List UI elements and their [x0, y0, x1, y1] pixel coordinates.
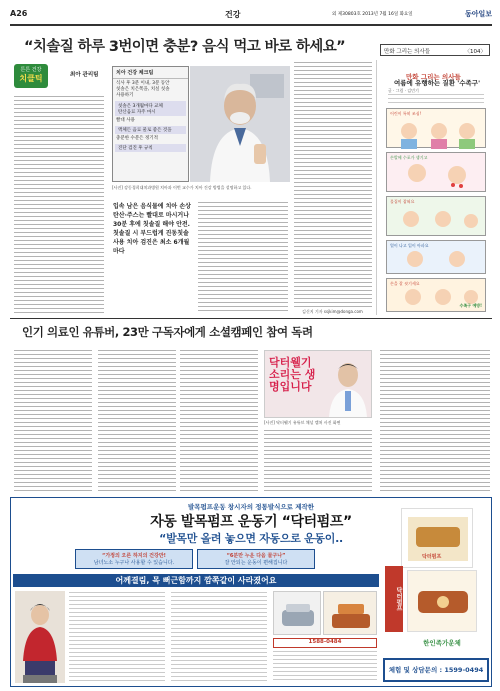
- cartoon-panel-text: 손발에 수포가 생기고: [390, 155, 428, 160]
- ad-box-2-sub: 잘 안되는 운동이 편해집니다: [224, 560, 288, 566]
- page-header: [10, 6, 492, 22]
- ad-side-panel: [383, 508, 489, 686]
- issue-info: 외 제30803호 2013년 7월 16일 화요일: [332, 12, 413, 17]
- article1-body-col2: [198, 202, 288, 314]
- device-icon: [324, 592, 378, 636]
- ad-phone-small-box: [273, 638, 377, 648]
- checklist-item: 칫솔은 치은쪽을, 치실 칫솔: [116, 87, 170, 92]
- cartoon-panel-text: 열이 나고 입이 아파요: [390, 243, 429, 248]
- ad-body-text-1: [69, 592, 165, 682]
- ad-cta-label: 체험 및 상담문의 : 1599-0494: [388, 666, 484, 674]
- ad-product-image-1: [273, 591, 321, 635]
- ad-banner: 어께결림, 목 뻐근함까지 깜쪽같이 사라졌어요: [13, 574, 379, 587]
- article1-headline: “치솔질 하루 3번이면 충분? 음식 먹고 바로 하세요”: [24, 39, 346, 55]
- article1-body-col3: [294, 62, 372, 308]
- column-badge-top: 튼튼 건강: [20, 67, 42, 73]
- doctor-illustration: [190, 66, 290, 182]
- column-badge: [14, 64, 48, 88]
- checklist-item: 진단 검진 후 규칙: [115, 144, 186, 152]
- cartoon-panel-2: [386, 152, 486, 192]
- ad-block: [10, 497, 492, 687]
- article1-body-col1: [14, 96, 104, 314]
- cartoon-author: 글 · 그림 · 김민기: [388, 88, 419, 93]
- article2-body-col1: [14, 350, 92, 492]
- article2-body-col5: [380, 350, 490, 492]
- cartoon-panel-text: 어린이 특히 조심!: [390, 111, 422, 116]
- cartoon-panel-text: 물집이 잡혀요: [390, 199, 415, 204]
- checklist-title: 치아 건강 체크팀: [113, 67, 188, 79]
- checklist-item: 사용하기: [116, 93, 134, 98]
- youtube-photo-caption: [사진] 닥터웰기 유튜브 채널 캡처 사진 화면: [264, 420, 341, 425]
- ad-tagline: 발목펌프운동 창시자의 정통발식으로 제작한: [187, 503, 315, 511]
- cartoon-logo-text: 만화 그리는 의사들: [406, 73, 461, 81]
- checklist-item: 충분한 수분은 정기적: [116, 136, 158, 141]
- ad-box-1: [75, 549, 193, 569]
- checklist-box: [112, 66, 189, 182]
- article2-body-col4: [264, 430, 372, 492]
- ad-product-detail: [407, 570, 477, 632]
- cartoon-panel-5: [386, 278, 486, 312]
- article2-body-col2: [98, 350, 176, 492]
- ad-product-image-2: [323, 591, 377, 635]
- product-box-icon: [402, 509, 474, 569]
- youtube-photo-headline: 닥터웰기 소리는 생명입니다: [269, 356, 316, 393]
- series-tag-label: 만화 그리는 의사들: [384, 49, 431, 55]
- checklist-item: 탄산음료 자주 마시: [115, 110, 186, 116]
- youtube-photo: [264, 350, 372, 418]
- doctor-portrait: [325, 355, 371, 417]
- cartoon-panel-1: [386, 108, 486, 148]
- article2-body-col3: [180, 350, 258, 492]
- publication-name: 동아일보: [464, 9, 492, 18]
- cartoon-panel-text: 손을 잘 씻기세요: [390, 281, 420, 286]
- device-icon: [274, 592, 322, 636]
- ad-body-text-3: [273, 651, 377, 681]
- author-name: 최아 관리팀: [70, 72, 99, 78]
- ad-box-2: [197, 549, 315, 569]
- column-badge-main: 치클틱: [19, 74, 43, 83]
- ad-vertical-label: 닥터펌프: [385, 566, 403, 632]
- ad-photo-woman: [15, 591, 65, 683]
- photo-caption: [사진] 강동경희대치과병원 치아과 이번 교수가 치아 건강 방법을 설명하고 있다.: [112, 185, 252, 190]
- ad-box-2-title: “6분만 누운 다음 물구나”: [226, 553, 286, 559]
- cartoon-panel-text: 수족구 예방!: [459, 303, 482, 308]
- ad-box-1-sub: 남녀노소 누구나 사용할 수 있습니다.: [93, 560, 175, 566]
- ad-product-box: [401, 508, 473, 568]
- page-number: A26: [10, 9, 28, 18]
- device-detail-icon: [408, 571, 478, 633]
- ad-subtitle: “발목만 올려 놓으면 자동으로 운동이..: [159, 532, 343, 545]
- series-tag: [380, 44, 490, 56]
- ad-body-text-2: [171, 592, 267, 682]
- checklist-item: 식사 후 3분 이내, 3분 동안: [116, 81, 170, 86]
- pull-quote: 입속 남은 음식물에 치아 손상 탄산·주스는 빨대로 마시거나 30분 후에 칫솔질 해야 안전. 칫솔질 시 부드럽게 진동칫솔 사용 치아 검진은 최소 6개월마다: [113, 203, 191, 255]
- checklist-item: 빨대 사용: [116, 118, 135, 123]
- ad-product-label: 닥터펌프: [422, 554, 442, 560]
- ad-cta[interactable]: [383, 658, 489, 682]
- section-title: 건강: [225, 10, 241, 19]
- header-rule: [10, 24, 492, 26]
- checklist-item: 칫솔은 3개월마다 교체: [115, 101, 186, 110]
- ad-company: 한인족가운체: [423, 639, 461, 647]
- cartoon-title: 여름에 유행하는 질환 '수족구': [393, 79, 481, 87]
- byline: 김신지 기자 ssjkim@donga.com: [302, 309, 363, 314]
- cartoon-panel-3: [386, 196, 486, 236]
- column-divider: [376, 60, 377, 315]
- cartoon-panel-4: [386, 240, 486, 274]
- checklist-item: 액체든 음료 물로 좋은 것을: [115, 126, 186, 134]
- article2-top-rule: [10, 318, 492, 319]
- cartoon-logo: [406, 64, 466, 81]
- ad-model-illustration: [15, 591, 65, 683]
- article2-headline: 인기 의료인 유튜버, 23만 구독자에게 소셜캠페인 참여 독려: [22, 325, 313, 339]
- series-number: 〈104〉: [464, 49, 486, 55]
- ad-title: 자동 발목펌프 운동기 “닥터펌프”: [150, 514, 352, 530]
- cartoon-block: [380, 60, 492, 316]
- doctor-photo: [190, 66, 290, 182]
- cartoon-intro-text: [388, 94, 484, 104]
- ad-box-1-title: “가정의 오른 하지의 건강만!: [102, 553, 166, 559]
- ad-phone-small: 1588-0484: [308, 639, 342, 645]
